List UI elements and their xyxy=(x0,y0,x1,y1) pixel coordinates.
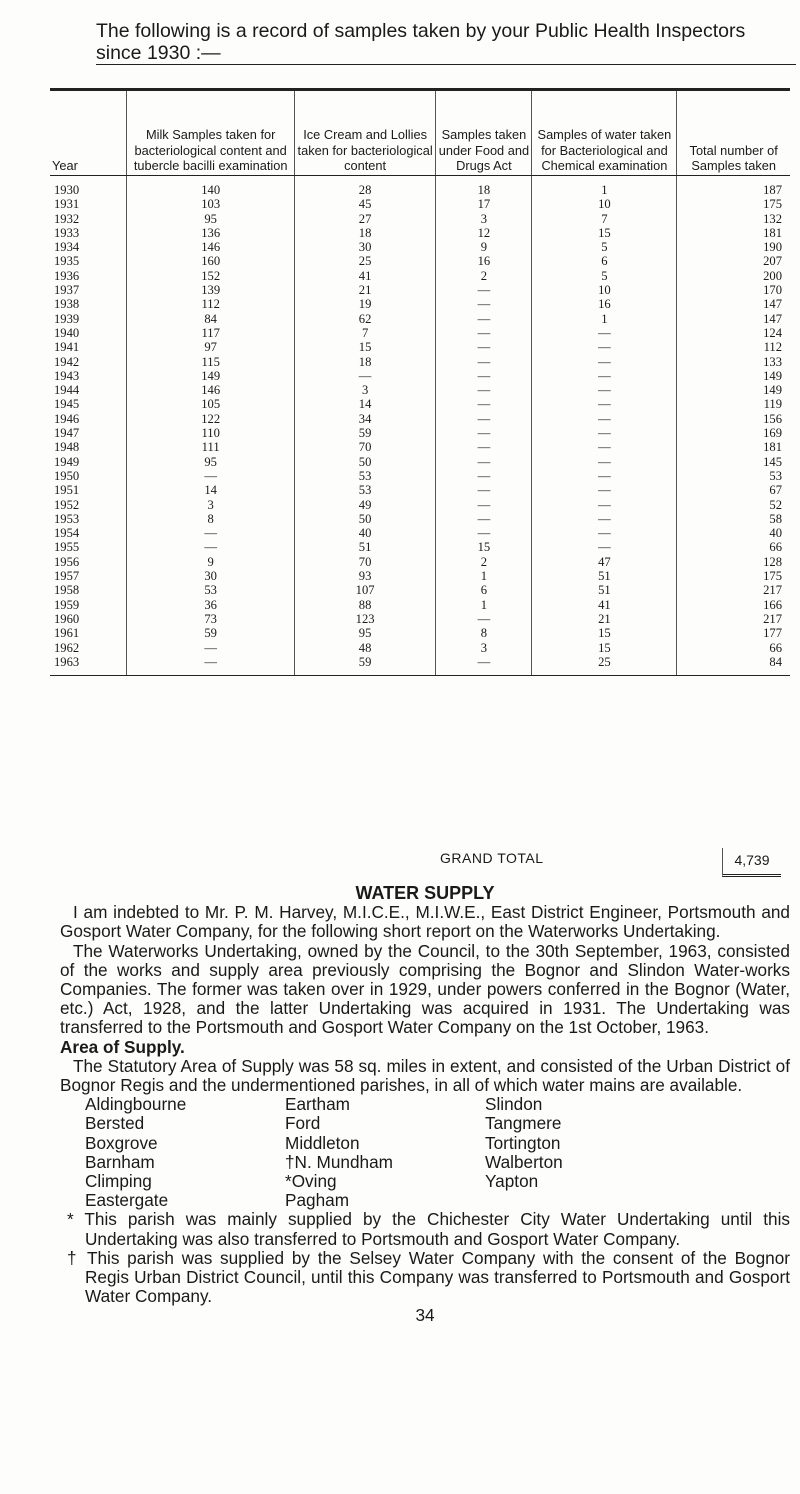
cell-year: 1936 xyxy=(54,268,80,283)
cell-water: 15 xyxy=(532,626,677,640)
cell-year: 1932 xyxy=(54,211,80,226)
cell-food-drugs: — xyxy=(436,498,532,512)
cell-food-drugs: 6 xyxy=(436,583,532,597)
table-row xyxy=(50,176,790,198)
cell-ice-cream: 19 xyxy=(294,297,435,311)
cell-milk: — xyxy=(127,469,294,483)
cell-milk: 3 xyxy=(127,498,294,512)
table-row xyxy=(50,641,790,655)
parish-name: Tortington xyxy=(485,1132,561,1153)
cell-total: 169 xyxy=(677,426,790,440)
cell-water: — xyxy=(532,512,677,526)
cell-total: 53 xyxy=(677,469,790,483)
cell-total: 175 xyxy=(677,569,790,583)
paragraph-1: I am indebted to Mr. P. M. Harvey, M.I.C.E., M.I.W.E., East District Engineer, Portsmouth and Gosport Water Company, for the following short report on the Waterworks Undertaking. xyxy=(60,902,790,942)
cell-water: 15 xyxy=(532,226,677,240)
cell-milk: — xyxy=(127,540,294,554)
header-total: Total number of Samples taken xyxy=(677,90,790,176)
cell-total: 52 xyxy=(677,498,790,512)
cell-ice-cream: 50 xyxy=(294,455,435,469)
header-year: Year xyxy=(50,90,127,176)
cell-water: 51 xyxy=(532,569,677,583)
intro-line-2: since 1930 :— xyxy=(96,42,796,65)
table-row xyxy=(50,426,790,440)
table-row xyxy=(50,512,790,526)
cell-year: 1939 xyxy=(54,311,80,326)
cell-food-drugs: 15 xyxy=(436,540,532,554)
cell-food-drugs: 18 xyxy=(436,176,532,198)
table-row xyxy=(50,312,790,326)
parish-name: Boxgrove xyxy=(85,1132,158,1153)
cell-total: 170 xyxy=(677,283,790,297)
cell-milk: 84 xyxy=(127,312,294,326)
cell-milk: — xyxy=(127,655,294,676)
cell-food-drugs: 1 xyxy=(436,598,532,612)
cell-total: 166 xyxy=(677,598,790,612)
cell-year: 1943 xyxy=(54,368,80,383)
cell-year: 1960 xyxy=(54,611,80,626)
cell-milk: 9 xyxy=(127,555,294,569)
table-row xyxy=(50,483,790,497)
cell-ice-cream: 93 xyxy=(294,569,435,583)
cell-food-drugs: — xyxy=(436,312,532,326)
cell-total: 124 xyxy=(677,326,790,340)
cell-year: 1935 xyxy=(54,254,80,269)
table-row xyxy=(50,455,790,469)
cell-water: — xyxy=(532,355,677,369)
cell-water: 1 xyxy=(532,312,677,326)
cell-food-drugs: — xyxy=(436,397,532,411)
cell-total: 181 xyxy=(677,226,790,240)
cell-year: 1933 xyxy=(54,225,80,240)
table-row xyxy=(50,226,790,240)
table-row xyxy=(50,240,790,254)
table-row xyxy=(50,540,790,554)
cell-ice-cream: 25 xyxy=(294,254,435,268)
cell-year: 1944 xyxy=(54,383,80,398)
cell-water: — xyxy=(532,455,677,469)
cell-milk: 117 xyxy=(127,326,294,340)
cell-total: 128 xyxy=(677,555,790,569)
cell-year: 1956 xyxy=(54,554,80,569)
cell-ice-cream: 41 xyxy=(294,269,435,283)
cell-water: — xyxy=(532,383,677,397)
cell-ice-cream: 59 xyxy=(294,426,435,440)
cell-year: 1961 xyxy=(54,626,80,641)
cell-total: 133 xyxy=(677,355,790,369)
cell-ice-cream: 40 xyxy=(294,526,435,540)
cell-food-drugs: — xyxy=(436,369,532,383)
cell-water: — xyxy=(532,426,677,440)
cell-milk: 160 xyxy=(127,254,294,268)
cell-milk: — xyxy=(127,526,294,540)
parish-name: Slindon xyxy=(485,1094,543,1115)
cell-total: 200 xyxy=(677,269,790,283)
grand-total-label: GRAND TOTAL xyxy=(440,850,544,866)
table-row xyxy=(50,269,790,283)
cell-ice-cream: — xyxy=(294,369,435,383)
cell-food-drugs: — xyxy=(436,412,532,426)
cell-ice-cream: 34 xyxy=(294,412,435,426)
table-header-row xyxy=(50,90,790,176)
cell-ice-cream: 28 xyxy=(294,176,435,198)
cell-year: 1962 xyxy=(54,640,80,655)
cell-ice-cream: 95 xyxy=(294,626,435,640)
table-row xyxy=(50,655,790,676)
cell-ice-cream: 18 xyxy=(294,226,435,240)
table-row xyxy=(50,526,790,540)
samples-table xyxy=(50,88,790,676)
cell-water: 6 xyxy=(532,254,677,268)
cell-total: 177 xyxy=(677,626,790,640)
cell-total: 190 xyxy=(677,240,790,254)
parish-list xyxy=(85,1095,790,1210)
cell-water: 41 xyxy=(532,598,677,612)
cell-total: 147 xyxy=(677,297,790,311)
cell-milk: — xyxy=(127,641,294,655)
cell-food-drugs: — xyxy=(436,612,532,626)
cell-food-drugs: — xyxy=(436,483,532,497)
cell-food-drugs: 1 xyxy=(436,569,532,583)
cell-food-drugs: 12 xyxy=(436,226,532,240)
cell-milk: 112 xyxy=(127,297,294,311)
cell-year: 1963 xyxy=(50,655,127,676)
cell-water: 1 xyxy=(532,176,677,198)
cell-food-drugs: — xyxy=(436,526,532,540)
cell-milk: 73 xyxy=(127,612,294,626)
cell-total: 181 xyxy=(677,440,790,454)
cell-milk: 140 xyxy=(127,176,294,198)
area-of-supply-heading: Area of Supply. xyxy=(60,1036,185,1057)
cell-year: 1938 xyxy=(54,297,80,312)
cell-year: 1948 xyxy=(54,440,80,455)
cell-year: 1942 xyxy=(54,354,80,369)
cell-food-drugs: 3 xyxy=(436,641,532,655)
cell-ice-cream: 48 xyxy=(294,641,435,655)
parish-name: Aldingbourne xyxy=(85,1094,187,1115)
cell-ice-cream: 70 xyxy=(294,555,435,569)
table-row xyxy=(50,212,790,226)
table-row xyxy=(50,369,790,383)
cell-ice-cream: 30 xyxy=(294,240,435,254)
cell-milk: 149 xyxy=(127,369,294,383)
cell-total: 207 xyxy=(677,254,790,268)
header-milk: Milk Samples taken for bacteriological content and tubercle bacilli examination xyxy=(127,90,294,176)
cell-ice-cream: 7 xyxy=(294,326,435,340)
cell-year: 1950 xyxy=(54,468,80,483)
cell-year: 1951 xyxy=(54,483,80,498)
intro-text xyxy=(96,20,786,65)
parish-name: Barnham xyxy=(85,1151,155,1172)
cell-water: 5 xyxy=(532,269,677,283)
parish-name: Walberton xyxy=(485,1151,563,1172)
grand-total-value: 4,739 xyxy=(722,848,781,877)
parish-name: Eartham xyxy=(285,1094,350,1115)
cell-water: — xyxy=(532,369,677,383)
cell-food-drugs: — xyxy=(436,383,532,397)
cell-total: 67 xyxy=(677,483,790,497)
paragraph-3: The Statutory Area of Supply was 58 sq. miles in extent, and consisted of the Urban District of Bognor Regis and the undermentioned parishes, in all of which water mains are available. xyxy=(60,1055,790,1096)
cell-ice-cream: 123 xyxy=(294,612,435,626)
cell-total: 66 xyxy=(677,641,790,655)
table-row xyxy=(50,569,790,583)
table-row xyxy=(50,283,790,297)
table-row xyxy=(50,326,790,340)
cell-water: — xyxy=(532,326,677,340)
cell-milk: 14 xyxy=(127,483,294,497)
cell-year: 1955 xyxy=(54,540,80,555)
cell-food-drugs: 2 xyxy=(436,269,532,283)
cell-water: 10 xyxy=(532,283,677,297)
table-row xyxy=(50,297,790,311)
paragraph-2: The Waterworks Undertaking, owned by the Council, to the 30th September, 1963, consisted of the works and supply area previously comprising the Bognor and Slindon Water-works Companies. The former was taken over in 1929, under powers conferred in the Bognor (Water, etc.) Act, 1928, and the latter Undertaking was acquired in 1931. The Undertaking was transferred to the Portsmouth and Gosport Water Company on the 1st October, 1963. xyxy=(60,940,790,1038)
cell-water: 7 xyxy=(532,212,677,226)
table-row xyxy=(50,469,790,483)
cell-water: 10 xyxy=(532,197,677,211)
cell-food-drugs: — xyxy=(436,297,532,311)
cell-total: 217 xyxy=(677,612,790,626)
cell-year: 1931 xyxy=(54,197,80,212)
cell-water: — xyxy=(532,469,677,483)
water-supply-section xyxy=(60,872,790,1326)
cell-ice-cream: 18 xyxy=(294,355,435,369)
parish-name: Middleton xyxy=(285,1132,360,1153)
cell-total: 156 xyxy=(677,412,790,426)
cell-milk: 36 xyxy=(127,598,294,612)
parish-name: Eastergate xyxy=(85,1190,169,1211)
cell-total: 112 xyxy=(677,340,790,354)
cell-year: 1941 xyxy=(54,340,80,355)
cell-food-drugs: — xyxy=(436,455,532,469)
table-row xyxy=(50,583,790,597)
table-row xyxy=(50,498,790,512)
header-water: Samples of water taken for Bacteriological and Chemical examination xyxy=(532,90,677,176)
header-food-drugs: Samples taken under Food and Drugs Act xyxy=(436,90,532,176)
cell-milk: 95 xyxy=(127,212,294,226)
cell-ice-cream: 14 xyxy=(294,397,435,411)
footnote-dagger: † This parish was supplied by the Selsey Water Company with the consent of the Bognor Regis Urban District Council, until this Company was transferred to Portsmouth and Gosport Water Company. xyxy=(67,1247,790,1307)
table-row xyxy=(50,555,790,569)
cell-year: 1945 xyxy=(54,397,80,412)
cell-milk: 30 xyxy=(127,569,294,583)
parish-name: Yapton xyxy=(485,1171,539,1192)
table-row xyxy=(50,598,790,612)
table-row xyxy=(50,626,790,640)
cell-milk: 95 xyxy=(127,455,294,469)
cell-food-drugs: — xyxy=(436,426,532,440)
cell-ice-cream: 3 xyxy=(294,383,435,397)
header-ice-cream: Ice Cream and Lollies taken for bacteriological content xyxy=(294,90,435,176)
cell-year: 1958 xyxy=(54,583,80,598)
cell-total: 145 xyxy=(677,455,790,469)
parish-name xyxy=(485,1191,685,1210)
cell-food-drugs: — xyxy=(436,655,532,676)
cell-milk: 136 xyxy=(127,226,294,240)
cell-ice-cream: 27 xyxy=(294,212,435,226)
cell-water: 5 xyxy=(532,240,677,254)
cell-year: 1937 xyxy=(54,283,80,298)
cell-year: 1954 xyxy=(54,526,80,541)
cell-total: 119 xyxy=(677,397,790,411)
cell-year: 1947 xyxy=(54,426,80,441)
cell-total: 40 xyxy=(677,526,790,540)
cell-water: 21 xyxy=(532,612,677,626)
cell-ice-cream: 21 xyxy=(294,283,435,297)
cell-total: 84 xyxy=(677,655,790,676)
cell-milk: 110 xyxy=(127,426,294,440)
cell-water: 25 xyxy=(532,655,677,676)
cell-food-drugs: 8 xyxy=(436,626,532,640)
parish-name: Tangmere xyxy=(485,1113,562,1134)
cell-food-drugs: — xyxy=(436,440,532,454)
cell-total: 175 xyxy=(677,197,790,211)
cell-year: 1940 xyxy=(54,325,80,340)
cell-year: 1957 xyxy=(54,569,80,584)
cell-water: — xyxy=(532,397,677,411)
table-row xyxy=(50,397,790,411)
cell-water: — xyxy=(532,526,677,540)
cell-milk: 139 xyxy=(127,283,294,297)
cell-milk: 103 xyxy=(127,197,294,211)
parish-name: Ford xyxy=(285,1113,321,1134)
parish-name: Bersted xyxy=(85,1113,145,1134)
cell-milk: 115 xyxy=(127,355,294,369)
cell-ice-cream: 107 xyxy=(294,583,435,597)
cell-total: 66 xyxy=(677,540,790,554)
cell-year: 1946 xyxy=(54,411,80,426)
cell-milk: 53 xyxy=(127,583,294,597)
cell-milk: 146 xyxy=(127,240,294,254)
cell-year: 1952 xyxy=(54,497,80,512)
cell-ice-cream: 53 xyxy=(294,483,435,497)
cell-food-drugs: — xyxy=(436,512,532,526)
cell-food-drugs: 9 xyxy=(436,240,532,254)
cell-year: 1959 xyxy=(54,597,80,612)
table-row xyxy=(50,383,790,397)
water-supply-heading: WATER SUPPLY xyxy=(355,883,495,903)
cell-year: 1930 xyxy=(54,183,80,197)
cell-milk: 146 xyxy=(127,383,294,397)
cell-milk: 122 xyxy=(127,412,294,426)
cell-ice-cream: 51 xyxy=(294,540,435,554)
cell-water: 15 xyxy=(532,641,677,655)
cell-milk: 152 xyxy=(127,269,294,283)
cell-food-drugs: 16 xyxy=(436,254,532,268)
cell-year: 1949 xyxy=(54,454,80,469)
cell-water: — xyxy=(532,498,677,512)
table-row xyxy=(50,612,790,626)
cell-food-drugs: — xyxy=(436,469,532,483)
cell-food-drugs: — xyxy=(436,340,532,354)
cell-water: — xyxy=(532,412,677,426)
intro-line-1: The following is a record of samples taken by your Public Health Inspectors xyxy=(96,20,746,42)
parish-name: *Oving xyxy=(285,1171,337,1192)
cell-total: 187 xyxy=(677,176,790,198)
cell-ice-cream: 45 xyxy=(294,197,435,211)
cell-milk: 59 xyxy=(127,626,294,640)
cell-total: 147 xyxy=(677,312,790,326)
cell-ice-cream: 70 xyxy=(294,440,435,454)
cell-food-drugs: — xyxy=(436,355,532,369)
table-row xyxy=(50,254,790,268)
cell-year: 1953 xyxy=(54,511,80,526)
cell-ice-cream: 49 xyxy=(294,498,435,512)
cell-food-drugs: 2 xyxy=(436,555,532,569)
cell-food-drugs: — xyxy=(436,283,532,297)
cell-food-drugs: — xyxy=(436,326,532,340)
parish-name: Climping xyxy=(85,1171,152,1192)
cell-ice-cream: 62 xyxy=(294,312,435,326)
cell-water: — xyxy=(532,540,677,554)
table-row xyxy=(50,197,790,211)
page-number: 34 xyxy=(415,1305,435,1326)
cell-food-drugs: 3 xyxy=(436,212,532,226)
cell-ice-cream: 50 xyxy=(294,512,435,526)
cell-total: 217 xyxy=(677,583,790,597)
table-row xyxy=(50,340,790,354)
cell-milk: 8 xyxy=(127,512,294,526)
cell-water: 51 xyxy=(532,583,677,597)
cell-year: 1934 xyxy=(54,240,80,255)
footnote-asterisk: * This parish was mainly supplied by the Chichester City Water Undertaking until this Undertaking was also transferred to Portsmouth and Gosport Water Company. xyxy=(67,1209,790,1249)
parish-name: Pagham xyxy=(285,1190,350,1211)
cell-water: — xyxy=(532,483,677,497)
table-row xyxy=(50,440,790,454)
parish-name: †N. Mundham xyxy=(285,1151,393,1172)
cell-ice-cream: 15 xyxy=(294,340,435,354)
cell-total: 58 xyxy=(677,512,790,526)
cell-food-drugs: 17 xyxy=(436,197,532,211)
cell-total: 149 xyxy=(677,369,790,383)
cell-milk: 105 xyxy=(127,397,294,411)
cell-milk: 97 xyxy=(127,340,294,354)
cell-total: 132 xyxy=(677,212,790,226)
cell-water: — xyxy=(532,440,677,454)
cell-ice-cream: 59 xyxy=(294,655,435,676)
cell-ice-cream: 88 xyxy=(294,598,435,612)
cell-ice-cream: 53 xyxy=(294,469,435,483)
cell-water: 47 xyxy=(532,555,677,569)
cell-milk: 111 xyxy=(127,440,294,454)
table-row xyxy=(50,355,790,369)
cell-total: 149 xyxy=(677,383,790,397)
cell-water: — xyxy=(532,340,677,354)
table-row xyxy=(50,412,790,426)
cell-water: 16 xyxy=(532,297,677,311)
